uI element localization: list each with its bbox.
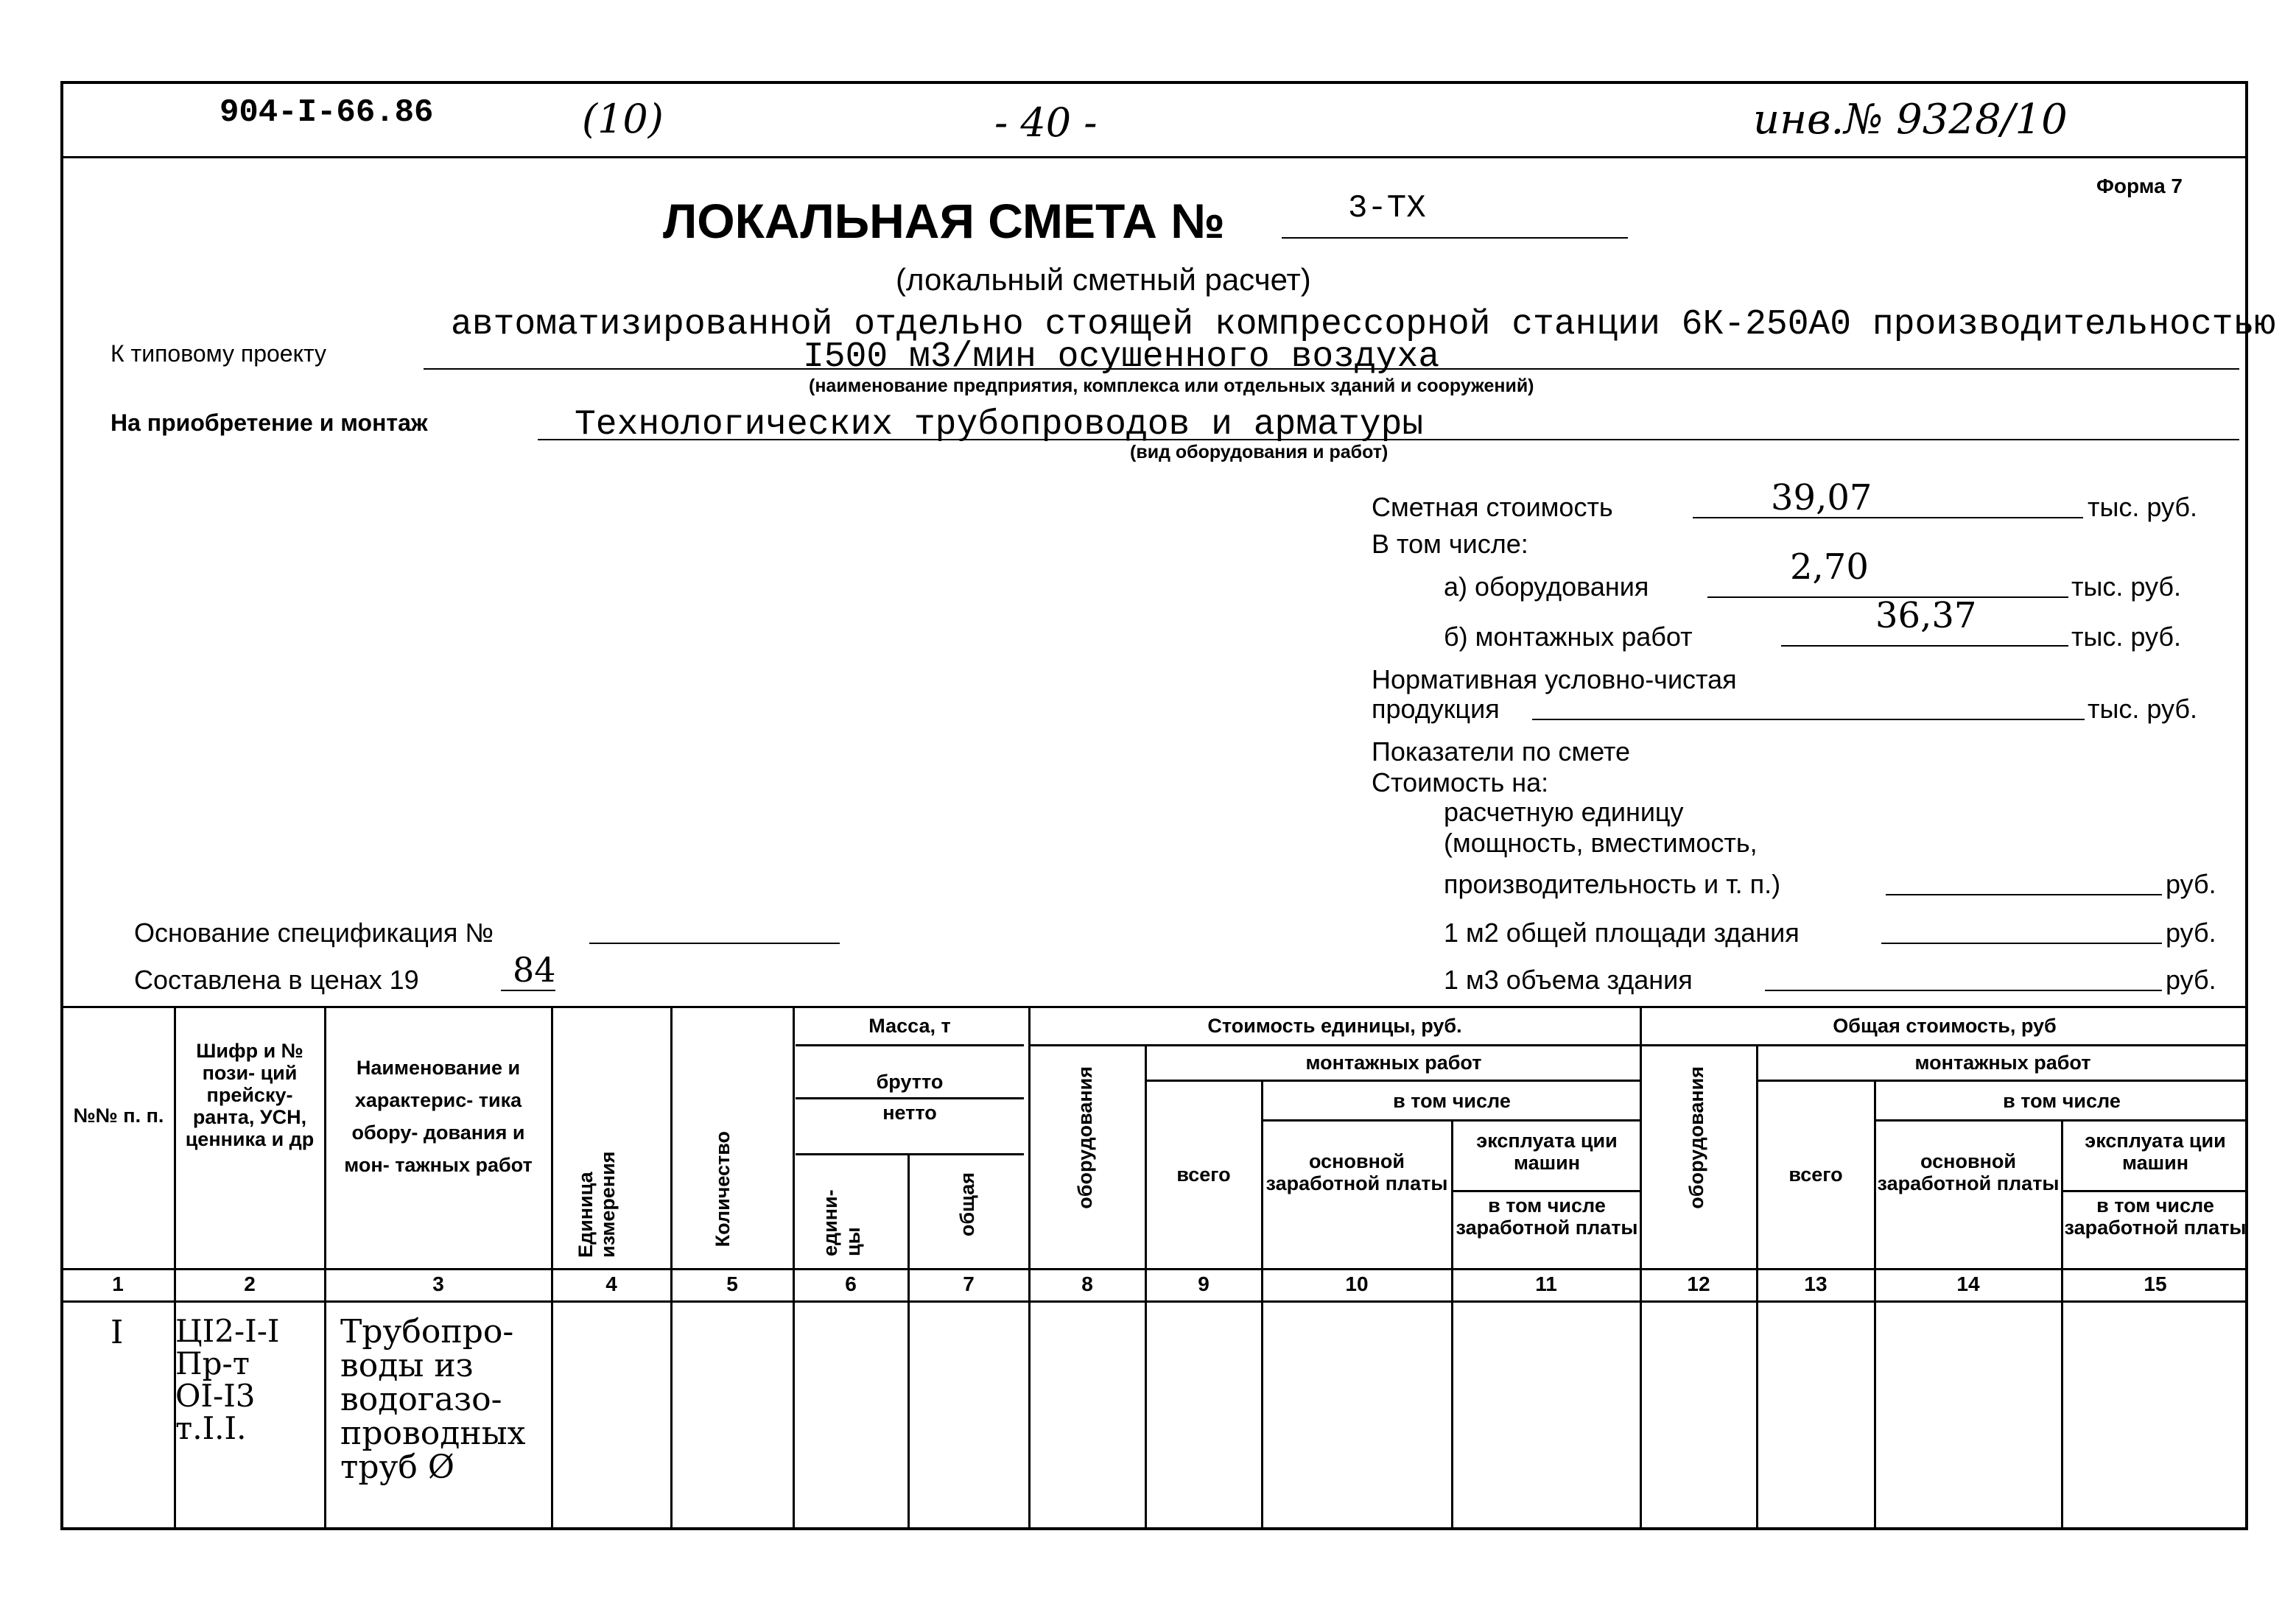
col-number: 13	[1804, 1272, 1828, 1295]
header-equipment-unit: оборудования	[1074, 1066, 1096, 1209]
header-net: нетто	[882, 1102, 937, 1124]
form-label: Форма 7	[2096, 175, 2183, 197]
subtitle: (локальный сметный расчет)	[896, 262, 1311, 297]
estimate-number: 3-ТХ	[1348, 190, 1426, 227]
doc-code: 904-I-66.86	[220, 94, 434, 131]
total-cost-value: 39,07	[1771, 477, 1872, 518]
header-machines-unit: эксплуата ции машин	[1476, 1130, 1618, 1174]
per-unit-3: производительность и т. п.)	[1444, 869, 1781, 899]
header-code: Шифр и № пози- ций прейску- ранта, УСН, ценника и др	[185, 1040, 315, 1150]
page-number: - 40 -	[994, 99, 1098, 146]
col-number: 8	[1081, 1272, 1093, 1295]
col-number: 4	[605, 1272, 617, 1295]
header-install-unit: монтажных работ	[1305, 1052, 1482, 1074]
project-line1: автоматизированной отдельно стоящей компрессорной станции 6К-250А0 производительностью	[451, 305, 2276, 345]
col-number: 9	[1198, 1272, 1210, 1295]
header-basic-wage-total: основной заработной платы	[1877, 1150, 2060, 1194]
normative-label-2: продукция	[1372, 694, 1500, 724]
estimate-number-underline	[1282, 237, 1628, 239]
spec-underline	[589, 943, 840, 944]
normative-unit: тыс. руб.	[2088, 694, 2198, 724]
install-cost-underline	[1781, 645, 2068, 647]
header-incl-unit: в том числе	[1393, 1090, 1511, 1112]
header-total-cost: Общая стоимость, руб	[1833, 1015, 2057, 1037]
total-cost-unit: тыс. руб.	[2088, 492, 2198, 522]
col-divider-5	[793, 1006, 795, 1530]
total-cost-sub-rule	[1641, 1044, 2248, 1046]
install-sub-rule-right	[1758, 1080, 2248, 1082]
spec-label: Основание спецификация №	[134, 918, 494, 948]
header-mass-total: общая	[956, 1172, 978, 1237]
table-top-rule	[60, 1006, 2248, 1008]
col-divider-7	[1028, 1006, 1031, 1530]
col-divider-4	[670, 1006, 673, 1530]
normative-underline	[1532, 719, 2085, 720]
header-num: №№ п. п.	[73, 1105, 164, 1127]
header-machines-wage-total: в том числе заработной платы	[2064, 1194, 2247, 1239]
including-label: В том числе:	[1372, 529, 1528, 559]
col-divider-2	[324, 1006, 326, 1530]
per-unit-underline	[1886, 894, 2162, 895]
col-divider-1	[174, 1006, 176, 1530]
header-qty: Количество	[712, 1131, 734, 1247]
per-unit-rub: руб.	[2166, 869, 2216, 899]
col-number: 6	[845, 1272, 857, 1295]
mass-sub-rule	[796, 1044, 1024, 1046]
install-cost-label: б) монтажных работ	[1444, 622, 1693, 652]
header-incl-total: в том числе	[2003, 1090, 2121, 1112]
header-all-total: всего	[1788, 1163, 1843, 1186]
install-cost-value: 36,37	[1875, 595, 1977, 636]
indicators-label: Показатели по смете	[1372, 736, 1631, 767]
header-install-total: монтажных работ	[1914, 1052, 2091, 1074]
col-number: 1	[112, 1272, 124, 1295]
purchase-caption: (вид оборудования и работ)	[1130, 442, 1389, 462]
row-code: ЦI2-I-I Пр-т ОI-I3 т.I.I.	[175, 1313, 280, 1446]
header-machines-wage-unit: в том числе заработной платы	[1456, 1194, 1638, 1239]
col-divider-3	[551, 1006, 553, 1530]
col-divider-11	[1640, 1006, 1642, 1530]
prices-year-underline	[501, 990, 555, 991]
purchase-label: На приобретение и монтаж	[110, 409, 428, 436]
per-m2-rub: руб.	[2166, 918, 2216, 948]
unit-cost-sub-rule	[1030, 1044, 1641, 1046]
col-number: 5	[726, 1272, 738, 1295]
header-rule	[60, 156, 2248, 158]
header-equipment-total: оборудования	[1685, 1066, 1707, 1209]
per-m3-rub: руб.	[2166, 965, 2216, 995]
col-number: 7	[963, 1272, 975, 1295]
col-number: 15	[2144, 1272, 2167, 1295]
equipment-cost-label: а) оборудования	[1444, 571, 1649, 602]
header-unit-cost: Стоимость единицы, руб.	[1207, 1015, 1462, 1037]
install-cost-unit: тыс. руб.	[2071, 622, 2182, 652]
col-divider-13	[1874, 1080, 1876, 1530]
per-m3-label: 1 м3 объема здания	[1444, 965, 1693, 995]
header-all-unit: всего	[1176, 1163, 1231, 1186]
normative-label-1: Нормативная условно-чистая	[1372, 664, 1737, 694]
project-label: К типовому проекту	[110, 340, 326, 367]
per-unit-2: (мощность, вместимость,	[1444, 828, 1758, 858]
header-basic-wage-unit: основной заработной платы	[1265, 1150, 1448, 1194]
col-divider-9	[1261, 1080, 1263, 1530]
equipment-cost-unit: тыс. руб.	[2071, 571, 2182, 602]
project-line2: I500 м3/мин осушенного воздуха	[803, 337, 1440, 377]
per-unit-1: расчетную единицу	[1444, 797, 1684, 827]
per-m3-underline	[1765, 990, 2162, 991]
per-m2-label: 1 м2 общей площади здания	[1444, 918, 1800, 948]
cost-for-label: Стоимость на:	[1372, 767, 1549, 798]
col-number: 11	[1535, 1272, 1557, 1295]
col-number: 14	[1956, 1272, 1980, 1295]
col-divider-6	[907, 1153, 910, 1530]
purchase-value: Технологических трубопроводов и арматуры	[575, 405, 1424, 445]
col-number-bottom-rule	[60, 1300, 2248, 1303]
purchase-underline	[538, 439, 2239, 440]
prices-year: 84	[513, 950, 556, 990]
machines-sub-rule-left	[1453, 1190, 1641, 1192]
header-mass-unit: едини- цы	[819, 1189, 864, 1256]
machines-sub-rule-right	[2062, 1190, 2248, 1192]
col-number: 2	[244, 1272, 256, 1295]
header-unit: Единица измерения	[575, 1151, 619, 1258]
col-number: 12	[1687, 1272, 1710, 1295]
per-m2-underline	[1881, 943, 2162, 944]
col-divider-14	[2061, 1119, 2063, 1530]
inventory-number: инв.№ 9328/10	[1753, 96, 2068, 144]
header-name: Наименование и характерис- тика обору- дования и мон- тажных работ	[344, 1057, 533, 1176]
install-sub-rule-left	[1146, 1080, 1641, 1082]
col-number: 10	[1345, 1272, 1369, 1295]
row-name: Трубопро- воды из водогазо- проводных труб Ø	[340, 1313, 526, 1486]
prices-label: Составлена в ценах 19	[134, 965, 419, 995]
header-mass: Масса, т	[868, 1015, 951, 1037]
total-cost-underline	[1693, 517, 2083, 518]
equipment-cost-value: 2,70	[1790, 546, 1869, 588]
net-sub-rule	[796, 1153, 1024, 1155]
col-number: 3	[432, 1272, 444, 1295]
project-caption: (наименование предприятия, комплекса или отдельных зданий и сооружений)	[809, 376, 1534, 396]
page-title: ЛОКАЛЬНАЯ СМЕТА №	[663, 194, 1225, 248]
col-number-top-rule	[60, 1268, 2248, 1270]
header-gross: брутто	[876, 1071, 944, 1093]
gross-net-rule	[796, 1097, 1024, 1099]
header-machines-total: эксплуата ции машин	[2085, 1130, 2226, 1174]
total-cost-label: Сметная стоимость	[1372, 492, 1613, 522]
row-num: I	[110, 1314, 124, 1351]
col-divider-10	[1451, 1119, 1453, 1530]
sheet-mark: (10)	[582, 96, 664, 142]
